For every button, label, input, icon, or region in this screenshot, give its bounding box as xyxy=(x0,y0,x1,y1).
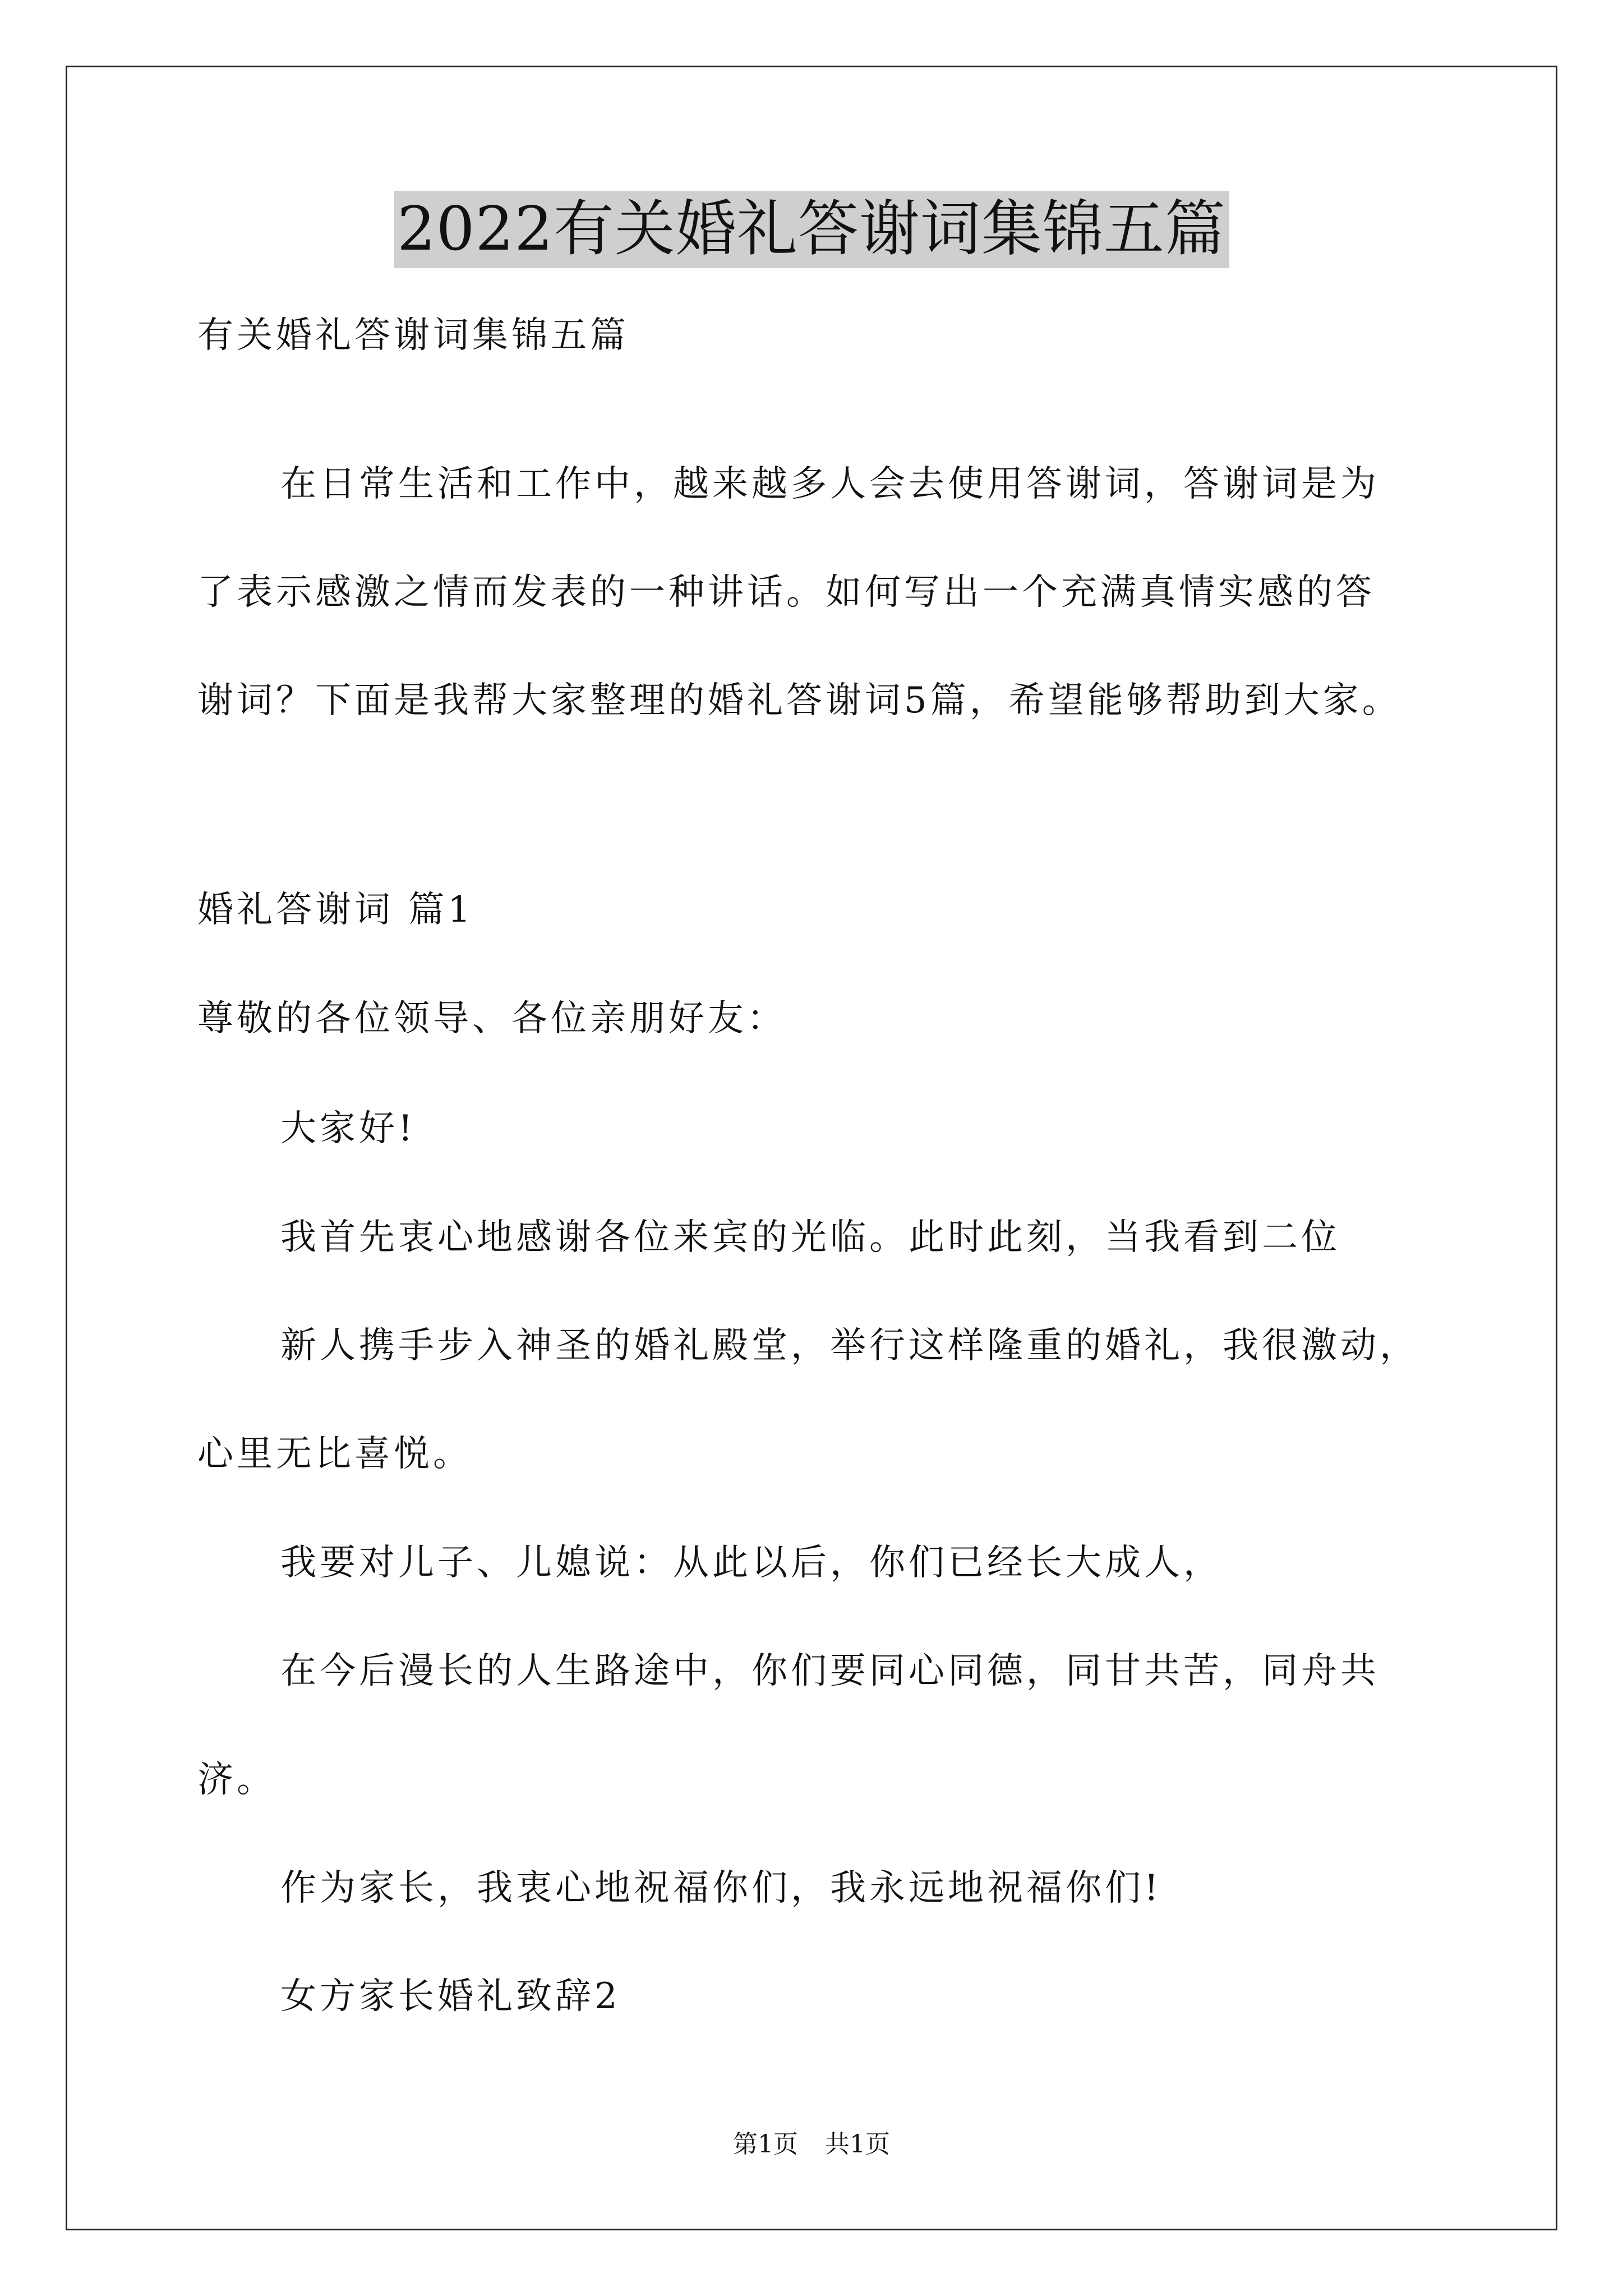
page-total: 共1页 xyxy=(825,2130,890,2159)
paragraph-line: 我首先衷心地感谢各位来宾的光临。此时此刻，当我看到二位 xyxy=(280,1217,1340,1258)
title-container xyxy=(0,191,1623,268)
paragraph-line: 济。 xyxy=(197,1759,276,1801)
paragraph-line: 在日常生活和工作中，越来越多人会去使用答谢词，答谢词是为 xyxy=(280,463,1380,505)
paragraph-line: 我要对儿子、儿媳说：从此以后，你们已经长大成人， xyxy=(280,1542,1223,1584)
salutation: 尊敬的各位领导、各位亲朋好友： xyxy=(197,998,786,1039)
paragraph-line: 谢词？下面是我帮大家整理的婚礼答谢词5篇，希望能够帮助到大家。 xyxy=(197,680,1401,721)
paragraph-line: 女方家长婚礼致辞2 xyxy=(280,1976,621,2017)
page-footer xyxy=(0,2129,1623,2160)
paragraph-line: 了表示感激之情而发表的一种讲话。如何写出一个充满真情实感的答 xyxy=(197,572,1375,613)
document-subtitle: 有关婚礼答谢词集锦五篇 xyxy=(197,315,629,356)
document-title: 2022有关婚礼答谢词集锦五篇 xyxy=(394,191,1229,268)
paragraph-line: 心里无比喜悦。 xyxy=(197,1433,472,1475)
paragraph-line: 在今后漫长的人生路途中，你们要同心同德，同甘共苦，同舟共 xyxy=(280,1650,1380,1692)
paragraph-line: 大家好! xyxy=(280,1108,416,1149)
section-heading: 婚礼答谢词 篇1 xyxy=(197,889,474,931)
paragraph-line: 作为家长，我衷心地祝福你们，我永远地祝福你们! xyxy=(280,1867,1162,1909)
page-number: 第1页 xyxy=(733,2130,798,2159)
paragraph-line: 新人携手步入神圣的婚礼殿堂，举行这样隆重的婚礼，我很激动， xyxy=(280,1325,1419,1366)
